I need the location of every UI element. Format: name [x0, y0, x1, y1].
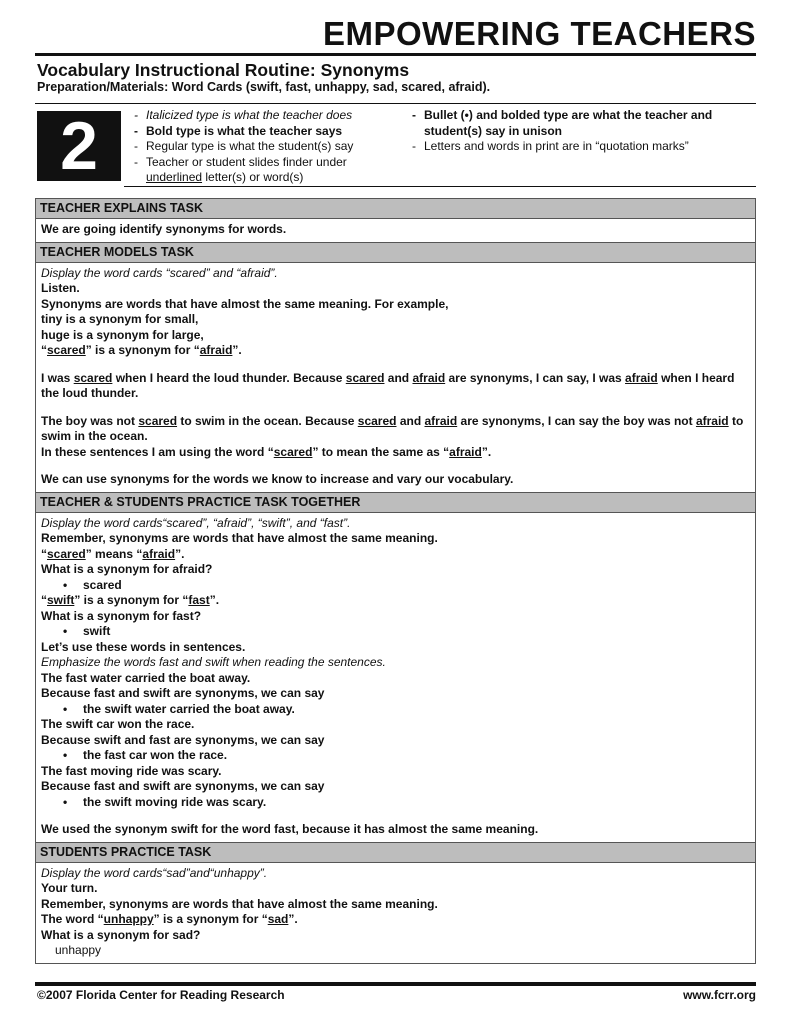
legend-item: - Bold type is what the teacher says: [134, 123, 343, 138]
section-heading-together: TEACHER & STUDENTS PRACTICE TASK TOGETHER: [36, 493, 755, 513]
routine-table: [35, 198, 756, 964]
legend-item: - Letters and words in print are in “quotation marks”: [412, 139, 689, 153]
legend-item-continued: underlined letter(s) or word(s): [146, 170, 304, 184]
top-rule: [35, 53, 756, 56]
footer-copyright: ©2007 Florida Center for Reading Research: [37, 988, 285, 1002]
legend-item: - Teacher or student slides finder under: [134, 154, 347, 169]
section-heading-students: STUDENTS PRACTICE TASK: [36, 843, 755, 863]
footer-rule: [35, 982, 756, 986]
legend-item: - Bullet (•) and bolded type are what the teacher and student(s) say in unison: [412, 108, 713, 138]
section-body-together: Display the word cards“scared”, “afraid”, “swift”, and “fast”. Remember, synonyms are words that have almost the same meaning. “scared” means “afraid”. What is a synonym for afraid? • scared “swift” is a synonym for “fast”. What is a synonym for fast? • swift Let’s use these words in sentences. Emphasize the words fast and swift when reading the sentences. The fast water carried the boat away. Because fast and swift are synonyms, we can say • the swift water carried the boat away. The swift car won the race. Because swift and fast are synonyms, we can say • the fast car won the race. The fast moving ride was scary. Because fast and swift are synonyms, we can say • the swift moving ride was scary. We used the synonym swift for the word fast, because it has almost the same meaning.: [36, 513, 755, 843]
routine-number-badge: 2: [37, 111, 121, 181]
legend-left: [134, 108, 404, 186]
banner-title: EMPOWERING TEACHERS: [322, 15, 756, 52]
legend-rule: [124, 186, 756, 187]
legend-right: [412, 108, 752, 155]
prep-rule: [35, 103, 756, 104]
section-heading-explains: TEACHER EXPLAINS TASK: [36, 199, 755, 219]
section-body-students: Display the word cards“sad”and“unhappy”. Your turn. Remember, synonyms are words that have almost the same meaning. The word “unhappy” is a synonym for “sad”. What is a synonym for sad? unhappy: [41, 865, 438, 957]
legend-item: - Regular type is what the student(s) say: [134, 139, 354, 153]
section-heading-models: TEACHER MODELS TASK: [36, 243, 755, 263]
page-title: Vocabulary Instructional Routine: Synonyms: [37, 60, 410, 80]
legend-item: - Italicized type is what the teacher does: [134, 108, 353, 122]
section-body-explains: We are going identify synonyms for words.: [36, 219, 755, 243]
footer-website: www.fcrr.org: [683, 988, 756, 1002]
section-body-models: Display the word cards “scared” and “afraid”. Listen. Synonyms are words that have almost the same meaning. For example, tiny is a synonym for small, huge is a synonym for large, “scared” is a synonym for “afraid”. I was scared when I heard the loud thunder. Because scared and afraid are synonyms, I can say, I was afraid when I heard the loud thunder. The boy was not scared to swim in the ocean. Because scared and afraid are synonyms, I can say the boy was not afraid to swim in the ocean. In these sentences I am using the word “scared” to mean the same as “afraid”. We can use synonyms for the words we know to increase and vary our vocabulary.: [36, 263, 755, 493]
preparation-materials: Preparation/Materials: Word Cards (swift, fast, unhappy, sad, scared, afraid).: [37, 80, 491, 94]
